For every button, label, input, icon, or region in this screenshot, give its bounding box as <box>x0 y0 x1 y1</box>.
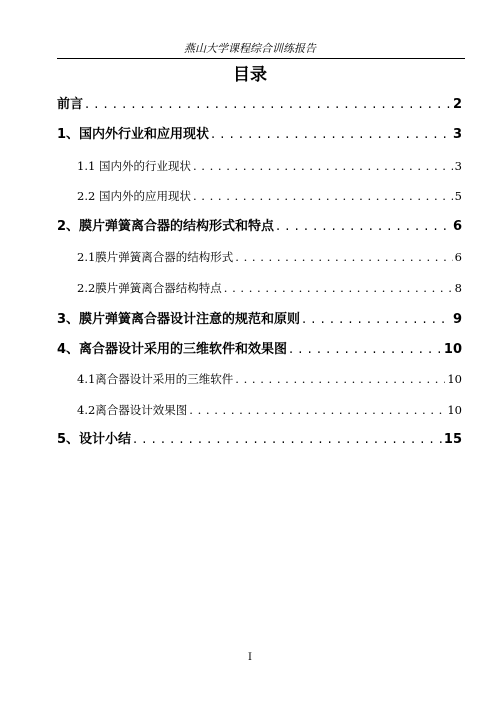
toc-entry-page: 5 <box>454 189 462 203</box>
toc-entry-page: 3 <box>452 127 462 142</box>
toc-entry-label: 4.2离合器设计效果图 <box>77 403 188 417</box>
toc-entry-label: 1、国内外行业和应用现状 <box>57 127 210 142</box>
dot-leader <box>302 311 451 329</box>
toc-entry-chapter-4[interactable] <box>57 341 462 359</box>
toc-entry-page: 10 <box>447 403 462 417</box>
toc-entry-section-2-2a[interactable] <box>57 188 462 204</box>
dot-leader <box>193 158 453 174</box>
toc-entry-label: 5、设计小结 <box>57 432 132 447</box>
toc-entry-page: 8 <box>454 281 462 295</box>
dot-leader <box>235 371 445 387</box>
toc-entry-page: 10 <box>447 372 462 386</box>
page-number: I <box>248 652 252 663</box>
toc-entry-section-4-1[interactable] <box>57 371 462 387</box>
dot-leader <box>133 431 442 449</box>
toc-entry-label: 2.2膜片弹簧离合器结构特点 <box>77 281 222 295</box>
dot-leader <box>189 402 445 418</box>
toc-entry-preface[interactable] <box>57 96 462 114</box>
toc-title: 目录 <box>233 65 267 85</box>
toc-entry-section-1-1[interactable] <box>57 158 462 174</box>
dot-leader <box>276 218 451 236</box>
toc-entry-page: 9 <box>452 312 462 327</box>
dot-leader <box>289 341 442 359</box>
toc-entry-chapter-5[interactable] <box>57 431 462 449</box>
toc-entry-label: 2.1膜片弹簧离合器的结构形式 <box>77 250 234 264</box>
toc-entry-chapter-3[interactable] <box>57 311 462 329</box>
toc-entry-page: 15 <box>443 432 462 447</box>
dot-leader <box>224 280 453 296</box>
toc-entry-page: 2 <box>452 97 462 112</box>
toc-entry-page: 3 <box>454 159 462 173</box>
toc-entry-section-4-2[interactable] <box>57 402 462 418</box>
dot-leader <box>85 96 451 114</box>
toc-entry-label: 1.1 国内外的行业现状 <box>77 159 191 173</box>
toc-entry-section-2-2[interactable] <box>57 280 462 296</box>
dot-leader <box>235 249 452 265</box>
toc-entry-page: 6 <box>452 219 462 234</box>
toc-entry-page: 10 <box>443 342 462 357</box>
toc-entry-chapter-1[interactable] <box>57 126 462 144</box>
toc-entry-section-2-1[interactable] <box>57 249 462 265</box>
toc-entry-label: 2、膜片弹簧离合器的结构形式和特点 <box>57 219 275 234</box>
toc-entry-chapter-2[interactable] <box>57 218 462 236</box>
toc-entry-page: 6 <box>454 250 462 264</box>
toc-entry-label: 3、膜片弹簧离合器设计注意的规范和原则 <box>57 312 301 327</box>
dot-leader <box>193 188 453 204</box>
toc-entry-label: 4.1离合器设计采用的三维软件 <box>77 372 234 386</box>
header-rule <box>57 58 465 59</box>
dot-leader <box>211 126 451 144</box>
toc-entry-label: 4、离合器设计采用的三维软件和效果图 <box>57 342 288 357</box>
toc-entry-label: 2.2 国内外的应用现状 <box>77 189 191 203</box>
running-header: 燕山大学课程综合训练报告 <box>184 42 316 55</box>
toc-entry-label: 前言 <box>57 97 84 112</box>
